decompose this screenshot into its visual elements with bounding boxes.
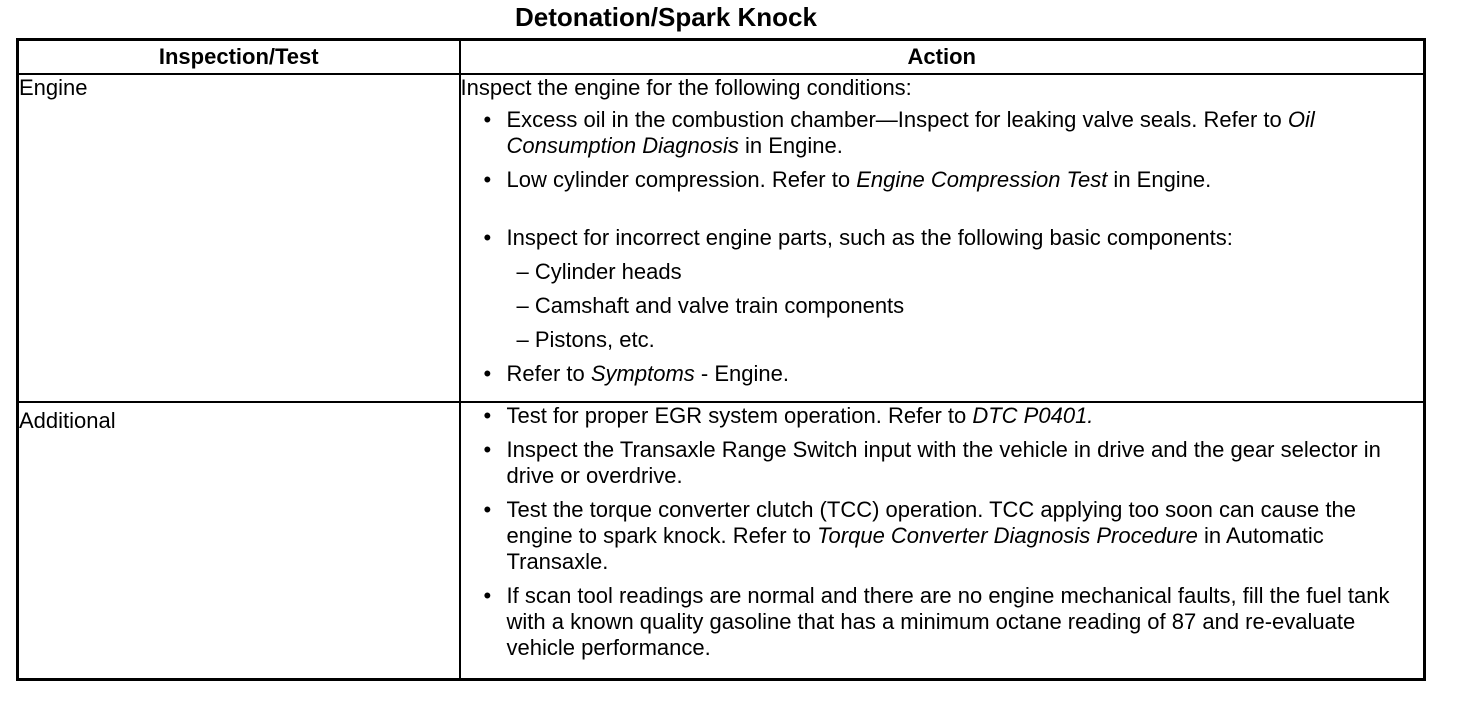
action-item: • Excess oil in the combustion chamber—Inspect for leaking valve seals. Refer to Oil Consumption Diagnosis in Engine. xyxy=(461,107,1424,159)
header-inspection-test: Inspection/Test xyxy=(18,40,460,75)
reference-link: Torque Converter Diagnosis Procedure xyxy=(817,523,1198,548)
action-item: • Inspect for incorrect engine parts, such as the following basic components: – Cylinder heads – Camshaft and valve train components – Pistons, etc. xyxy=(461,225,1424,353)
reference-link: Engine Compression Test xyxy=(856,167,1108,192)
sublist-item: – Pistons, etc. xyxy=(507,327,1424,353)
action-item: • Low cylinder compression. Refer to Engine Compression Test in Engine. xyxy=(461,167,1424,193)
action-item: • Inspect the Transaxle Range Switch input with the vehicle in drive and the gear selector in drive or overdrive. xyxy=(461,437,1424,489)
sublist-item: – Cylinder heads xyxy=(507,259,1424,285)
action-intro: Inspect the engine for the following conditions: xyxy=(460,75,912,100)
reference-link: Oil Consumption Diagnosis xyxy=(506,107,1315,158)
action-item: • Test for proper EGR system operation. Refer to DTC P0401. xyxy=(461,403,1424,429)
action-item: • Test the torque converter clutch (TCC) operation. TCC applying too soon can cause the engine to spark knock. Refer to Torque Converter Diagnosis Procedure in Automatic Transaxle. xyxy=(461,497,1424,575)
table-row-engine xyxy=(18,74,1425,402)
header-row xyxy=(18,40,1425,75)
action-item: • Refer to Symptoms - Engine. xyxy=(461,361,1424,387)
document-title: Detonation/Spark Knock xyxy=(515,2,817,32)
action-cell xyxy=(460,402,1425,680)
action-item: • If scan tool readings are normal and there are no engine mechanical faults, fill the fuel tank with a known quality gasoline that has a minimum octane reading of 87 and re-evaluate vehicle performance. xyxy=(461,583,1424,661)
reference-link: DTC P0401. xyxy=(972,403,1094,428)
action-list xyxy=(461,107,1424,387)
action-cell xyxy=(460,74,1425,402)
header-action: Action xyxy=(460,40,1425,75)
sublist-item: – Camshaft and valve train components xyxy=(507,293,1424,319)
inspection-label: Additional xyxy=(18,402,460,680)
action-list xyxy=(461,403,1424,661)
reference-link: Symptoms xyxy=(590,361,695,386)
component-sublist xyxy=(507,259,1424,353)
diagnostic-table xyxy=(16,38,1426,681)
table-row-additional xyxy=(18,402,1425,680)
inspection-label: Engine xyxy=(18,74,460,402)
